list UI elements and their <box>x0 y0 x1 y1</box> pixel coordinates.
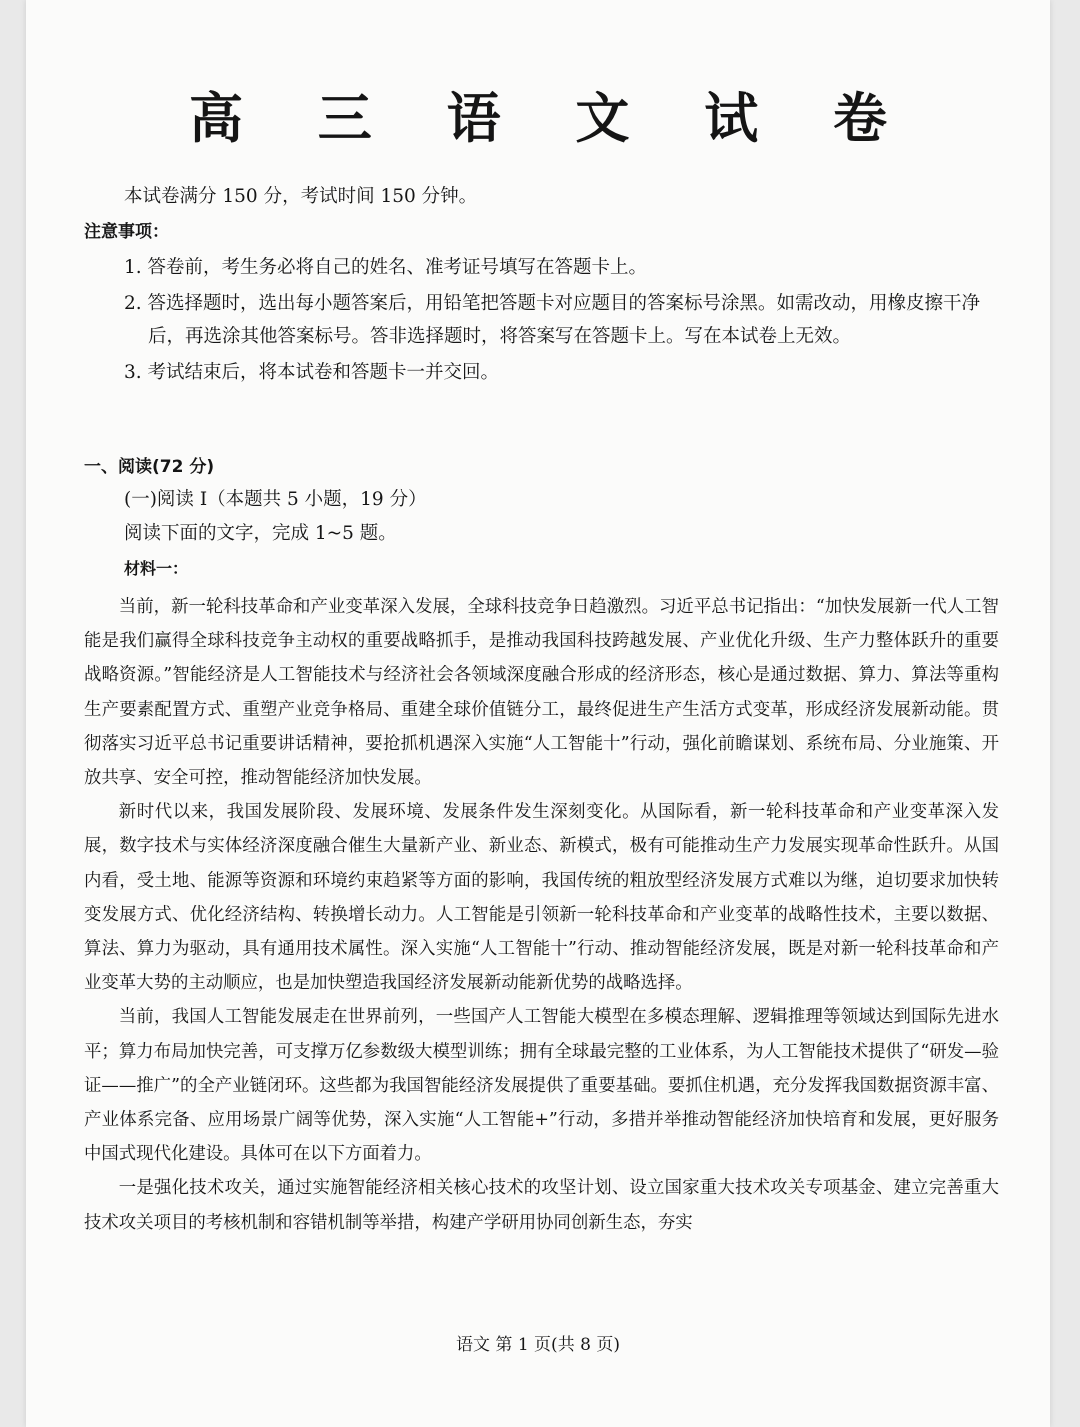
passage-text <box>84 590 999 1240</box>
reading-instruction: 阅读下面的文字，完成 1~5 题。 <box>124 523 397 544</box>
section-heading: 一、阅读(72 分) <box>84 457 215 477</box>
notice-item: 1. 答卷前，考生务必将自己的姓名、准考证号填写在答题卡上。 <box>124 257 648 278</box>
exam-intro: 本试卷满分 150 分，考试时间 150 分钟。 <box>124 186 478 207</box>
exam-title: 高 三 语 文 试 卷 <box>189 86 915 150</box>
notice-item: 3. 考试结束后，将本试卷和答题卡一并交回。 <box>124 362 500 383</box>
subsection-heading: (一)阅读 I（本题共 5 小题，19 分） <box>124 489 427 510</box>
passage-paragraph: 一是强化技术攻关，通过实施智能经济相关核心技术的攻坚计划、设立国家重大技术攻关专项基金、建立完善重大技术攻关项目的考核机制和容错机制等举措，构建产学研用协同创新生态，夯实 <box>84 1178 999 1233</box>
passage-paragraph: 当前，我国人工智能发展走在世界前列，一些国产人工智能大模型在多模态理解、逻辑推理等领域达到国际先进水平；算力布局加快完善，可支撑万亿参数级大模型训练；拥有全球最完整的工业体系，为人工智能技术提供了“研发—验证——推广”的全产业链闭环。这些都为我国智能经济发展提供了重要基础。要抓住机遇，充分发挥我国数据资源丰富、产业体系完备、应用场景广阔等优势，深入实施“人工智能+”行动，多措并举推动智能经济加快培育和发展，更好服务中国式现代化建设。具体可在以下方面着力。 <box>84 1007 999 1165</box>
notice-list <box>124 251 1004 392</box>
material-label: 材料一： <box>124 559 189 578</box>
passage-paragraph: 新时代以来，我国发展阶段、发展环境、发展条件发生深刻变化。从国际看，新一轮科技革命和产业变革深入发展，数字技术与实体经济深度融合催生大量新产业、新业态、新模式，极有可能推动生产力发展实现革命性跃升。从国内看，受土地、能源等资源和环境约束趋紧等方面的影响，我国传统的粗放型经济发展方式难以为继，迫切要求加快转变发展方式、优化经济结构、转换增长动力。人工智能是引领新一轮科技革命和产业变革的战略性技术，主要以数据、算法、算力为驱动，具有通用技术属性。深入实施“人工智能十”行动、推动智能经济发展，既是对新一轮科技革命和产业变革大势的主动顺应，也是加快塑造我国经济发展新动能新优势的战略选择。 <box>84 802 999 994</box>
page-footer: 语文 第 1 页(共 8 页) <box>456 1335 620 1355</box>
passage-paragraph: 当前，新一轮科技革命和产业变革深入发展，全球科技竞争日趋激烈。习近平总书记指出：“加快发展新一代人工智能是我们赢得全球科技竞争主动权的重要战略抓手，是推动我国科技跨越发展、产业优化升级、生产力整体跃升的重要战略资源。”智能经济是人工智能技术与经济社会各领域深度融合形成的经济形态，核心是通过数据、算力、算法等重构生产要素配置方式、重塑产业竞争格局、重建全球价值链分工，最终促进生产生活方式变革，形成经济发展新动能。贯彻落实习近平总书记重要讲话精神，要抢抓机遇深入实施“人工智能十”行动，强化前瞻谋划、系统布局、分业施策、开放共享、安全可控，推动智能经济加快发展。 <box>84 597 999 789</box>
notice-heading: 注意事项： <box>84 222 169 242</box>
exam-page <box>26 0 1050 1427</box>
notice-item: 2. 答选择题时，选出每小题答案后，用铅笔把答题卡对应题目的答案标号涂黑。如需改动，用橡皮擦干净后，再选涂其他答案标号。答非选择题时，将答案写在答题卡上。写在本试卷上无效。 <box>124 293 981 347</box>
